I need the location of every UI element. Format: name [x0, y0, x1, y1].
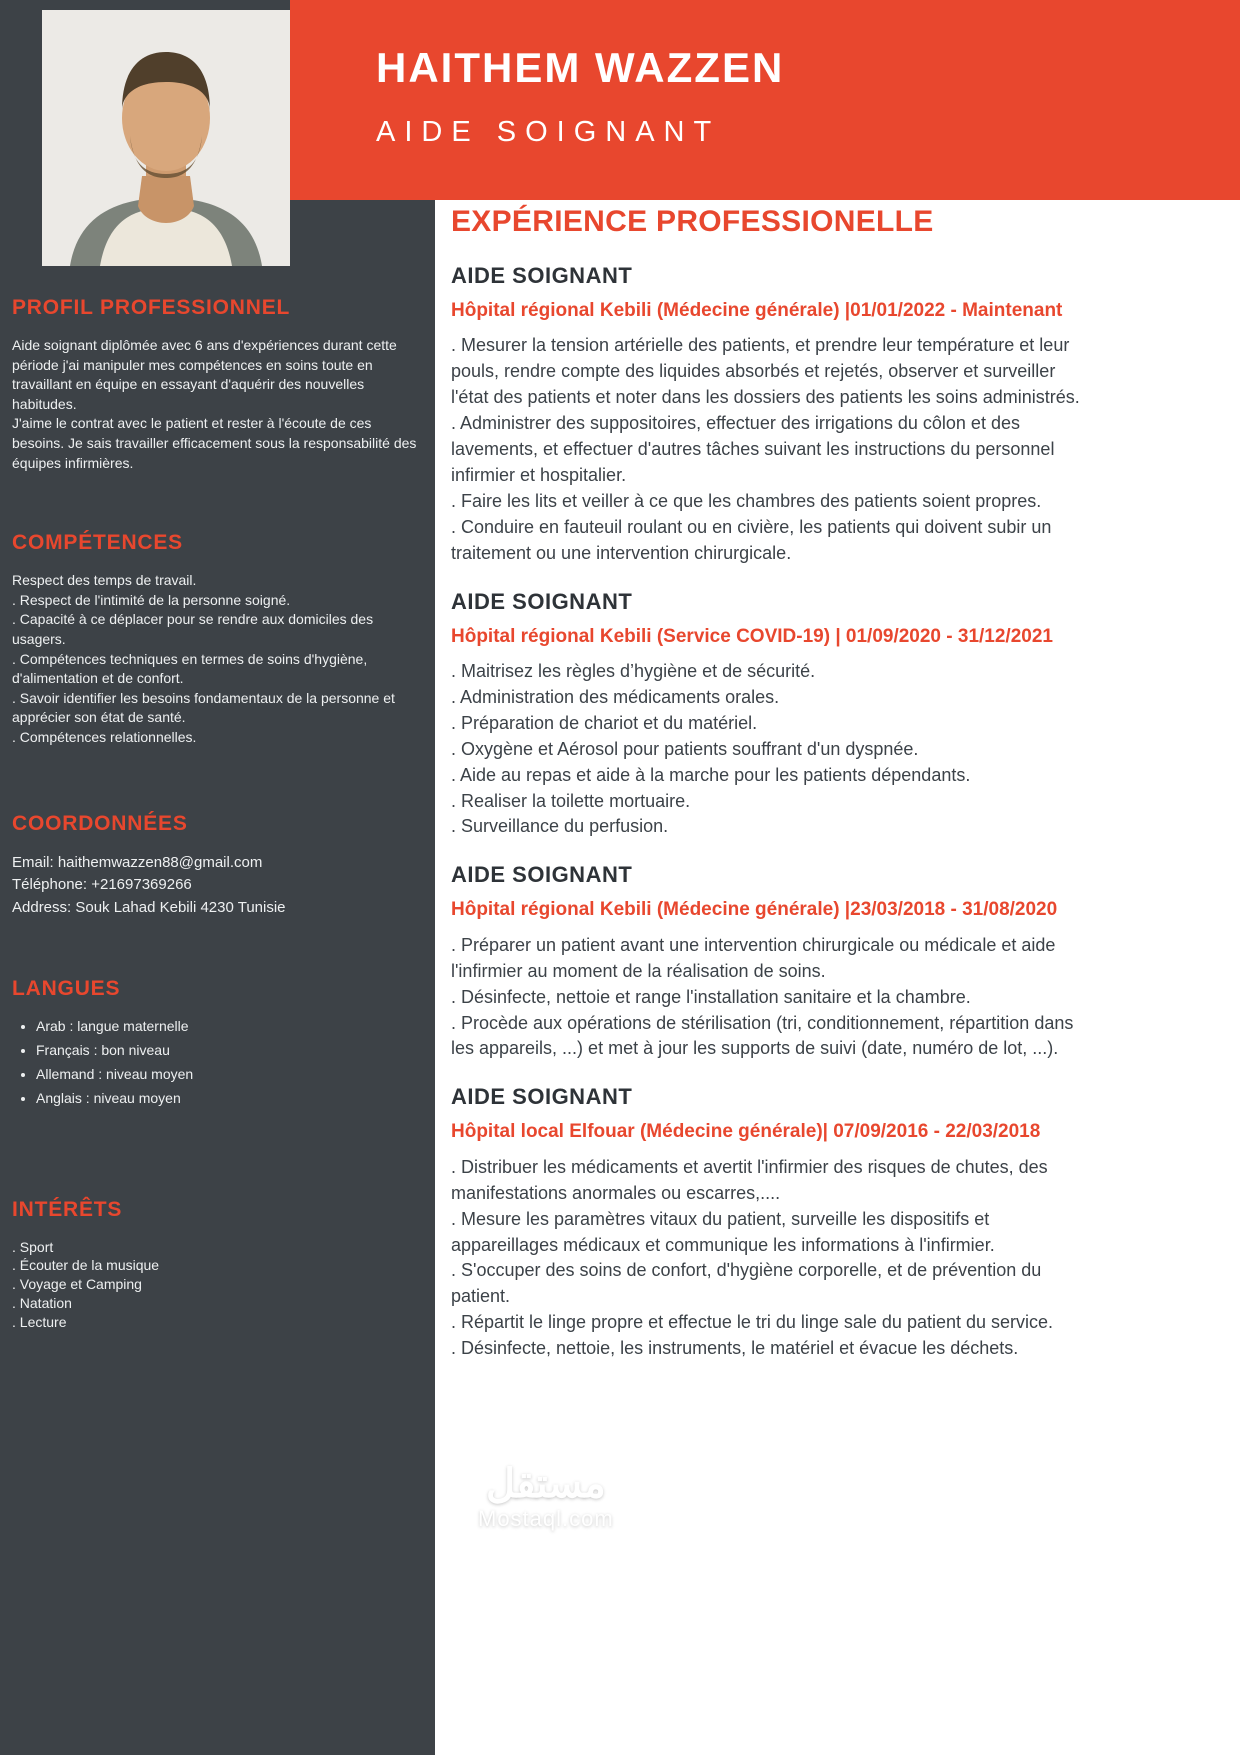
- header-band: [290, 0, 1240, 200]
- profile-photo: [42, 10, 290, 266]
- contact-address: Address: Souk Lahad Kebili 4230 Tunisie: [12, 898, 286, 916]
- competence-item: . Compétences relationnelles.: [12, 728, 197, 745]
- section-langues: [12, 977, 419, 1108]
- job-role: AIDE SOIGNANT: [451, 862, 633, 888]
- coordonnees-heading: COORDONNÉES: [12, 811, 188, 835]
- language-item: • Français : bon niveau: [36, 1041, 419, 1060]
- job-entry: [451, 1084, 1096, 1362]
- job-entry: [451, 263, 1096, 567]
- section-coordonnees: [12, 812, 419, 920]
- job-bullet: . Surveillance du perfusion.: [451, 816, 669, 837]
- languages-list: [12, 1017, 419, 1108]
- competence-item: . Respect de l'intimité de la personne soigné.: [12, 591, 291, 608]
- language-item: • Arab : langue maternelle: [36, 1017, 419, 1036]
- interest-item: . Sport: [12, 1238, 54, 1255]
- job-bullet: . Conduire en fauteuil roulant ou en civière, les patients qui doivent subir un traitement ou une intervention chirurgicale.: [451, 516, 1052, 563]
- contact-phone: Téléphone: +21697369266: [12, 876, 192, 893]
- job-bullet: . Désinfecte, nettoie et range l'installation sanitaire et la chambre.: [451, 986, 971, 1007]
- interest-item: . Écouter de la musique: [12, 1257, 160, 1274]
- job-employer: Hôpital local Elfouar (Médecine générale)| 07/09/2016 - 22/03/2018: [451, 1121, 1041, 1143]
- profil-paragraphs: [12, 336, 419, 473]
- sidebar-content: [0, 296, 435, 1332]
- job-bullet: . Répartit le linge propre et effectue le tri du linge sale du patient du service.: [451, 1312, 1054, 1333]
- job-bullet: . Préparation de chariot et du matériel.: [451, 712, 758, 733]
- job-bullet: . Maitrisez les règles d’hygiène et de sécurité.: [451, 661, 816, 682]
- job-employer: Hôpital régional Kebili (Service COVID-19) | 01/09/2020 - 31/12/2021: [451, 625, 1053, 647]
- competence-item: . Compétences techniques en termes de soins d'hygiène, d'alimentation et de confort.: [12, 650, 368, 687]
- langues-heading: LANGUES: [12, 977, 121, 1000]
- job-bullets: [451, 659, 1096, 840]
- watermark-arabic: مستقل: [486, 1462, 606, 1506]
- interest-item: . Lecture: [12, 1314, 67, 1331]
- job-entry: [451, 589, 1096, 841]
- job-entry: [451, 862, 1096, 1062]
- job-employer: Hôpital régional Kebili (Médecine générale) |01/01/2022 - Maintenant: [451, 300, 1063, 321]
- job-bullet: . Préparer un patient avant une intervention chirurgicale ou médicale et aide l'infirmier au moment de la réalisation de soins.: [451, 934, 1056, 981]
- job-bullets: [451, 1155, 1096, 1362]
- job-bullets: [451, 933, 1096, 1063]
- interests-list: [12, 1238, 419, 1332]
- language-item: • Anglais : niveau moyen: [36, 1089, 419, 1108]
- experience-heading: EXPÉRIENCE PROFESSIONELLE: [451, 205, 934, 238]
- job-bullet: . Administration des médicaments orales.: [451, 686, 780, 707]
- main-content: [451, 205, 1096, 1384]
- job-bullet: . Procède aux opérations de stérilisation (tri, conditionnement, répartition dans les appareils, ...) et met à jour les supports de suivi (date, numéro de lot, ...).: [451, 1012, 1074, 1059]
- profil-paragraph: Aide soignant diplômée avec 6 ans d'expériences durant cette période j'ai manipuler mes compétences en soins toute en travaillant en équipe en essayant d'aquérir des nouvelles habitudes.: [12, 337, 397, 412]
- watermark: [478, 1462, 614, 1532]
- competence-item: . Savoir identifier les besoins fondamentaux de la personne et apprécier son état de santé.: [12, 689, 395, 726]
- job-bullets: [451, 333, 1096, 566]
- contact-email: Email: haithemwazzen88@gmail.com: [12, 853, 263, 871]
- job-employer: Hôpital régional Kebili (Médecine générale) |23/03/2018 - 31/08/2020: [451, 899, 1058, 921]
- job-bullet: . Mesurer la tension artérielle des patients, et prendre leur température et leur pouls, rendre compte des liquides absorbés et rejetés, observer et surveiller l'état des patients et noter dans les dossiers des patients les soins administrés.: [451, 335, 1080, 408]
- job-role: AIDE SOIGNANT: [451, 588, 633, 614]
- job-bullet: . Distribuer les médicaments et avertit l'infirmier des risques de chutes, des manifestations anormales ou escarres,....: [451, 1156, 1048, 1203]
- competence-item: Respect des temps de travail.: [12, 572, 197, 589]
- profil-paragraph: J'aime le contrat avec le patient et rester à l'écoute de ces besoins. Je sais travailler efficacement sous la responsabilité des équipes infirmières.: [12, 415, 417, 471]
- section-competences: [12, 531, 419, 747]
- portrait-illustration: [42, 10, 290, 266]
- job-bullet: . Aide au repas et aide à la marche pour les patients dépendants.: [451, 764, 971, 785]
- job-bullet: . Administrer des suppositoires, effectuer des irrigations du côlon et des lavements, et effectuer d'autres tâches suivant les instructions du personnel infirmier et hospitalier.: [451, 413, 1055, 485]
- interest-item: . Voyage et Camping: [12, 1276, 142, 1293]
- competences-list: [12, 571, 419, 747]
- job-role: AIDE SOIGNANT: [451, 263, 633, 288]
- competences-heading: COMPÉTENCES: [12, 531, 183, 555]
- language-item: • Allemand : niveau moyen: [36, 1065, 419, 1084]
- job-role: AIDE SOIGNANT: [451, 1084, 633, 1110]
- section-interets: [12, 1198, 419, 1332]
- job-bullet: . Mesure les paramètres vitaux du patient, surveille les dispositifs et appareillages médicaux et communique les informations à l'infirmier.: [451, 1208, 995, 1255]
- competence-item: . Capacité à ce déplacer pour se rendre aux domiciles des usagers.: [12, 611, 374, 647]
- job-bullet: . Faire les lits et veiller à ce que les chambres des patients soient propres.: [451, 490, 1042, 511]
- section-profil: [12, 296, 419, 473]
- interets-heading: INTÉRÊTS: [12, 1197, 123, 1221]
- job-bullet: . Oxygène et Aérosol pour patients souffrant d'un dyspnée.: [451, 738, 919, 759]
- job-bullet: . Realiser la toilette mortuaire.: [451, 790, 691, 811]
- profil-heading: PROFIL PROFESSIONNEL: [12, 296, 291, 319]
- person-title: AIDE SOIGNANT: [376, 116, 721, 148]
- watermark-latin: Mostaql.com: [478, 1506, 614, 1531]
- job-bullet: . S'occuper des soins de confort, d'hygiène corporelle, et de prévention du patient.: [451, 1260, 1042, 1307]
- person-name: HAITHEM WAZZEN: [376, 44, 785, 91]
- interest-item: . Natation: [12, 1295, 72, 1312]
- job-bullet: . Désinfecte, nettoie, les instruments, le matériel et évacue les déchets.: [451, 1338, 1019, 1359]
